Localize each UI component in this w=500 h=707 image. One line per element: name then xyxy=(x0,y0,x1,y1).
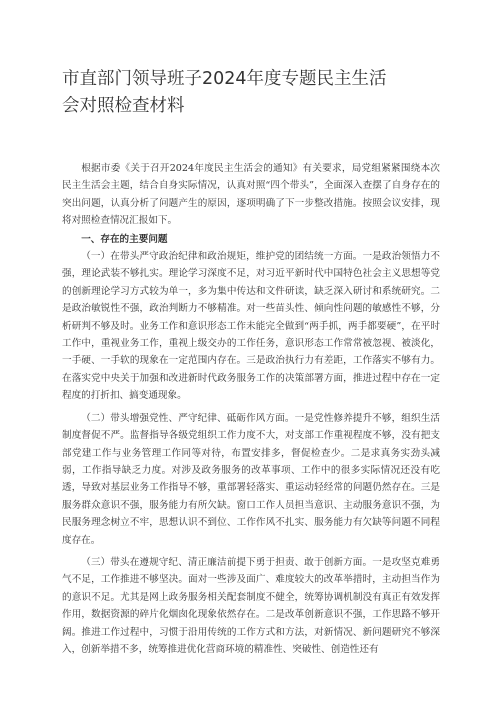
document-title: 市直部门领导班子2024年度专题民主生活会对照检查材料 xyxy=(62,69,387,116)
section-heading: 一、存在的主要问题 xyxy=(81,233,168,245)
intro-paragraph: 根据市委《关于召开2024年度民主生活会的通知》有关要求，局党组紧紧围绕本次民主生活会主题，结合自身实际情况，认真对照“四个带头”，全面深入查摆了自身存在的突出问题，认真分析了问题产生的原因，逐项明确了下一步整改措施。按照会议安排，现将对照检查情况汇报如下。 xyxy=(62,163,440,227)
section-paragraph-1: （一）在带头严守政治纪律和政治规矩，维护党的团结统一方面。一是政治领悟力不强，理论武装不够扎实。理论学习深度不足，对习近平新时代中国特色社会主义思想等党的创新理论学习方式较为单一，多为集中传达和文件研读，缺乏深入研讨和系统研究。二是政治敏锐性不强，政治判断力不够精准。对一些苗头性、倾向性问题的敏感性不够，分析研判不够及时。业务工作和意识形态工作未能完全做到“两手抓，两手都要硬”，在平时工作中，重视业务工作，重视上级交办的工作任务，意识形态工作常常被忽视、被淡化，一手硬、一手软的现象在一定范围内存在。三是政治执行力有差距，工作落实不够有力。在落实党中央关于加强和改进新时代政务服务工作的决策部署方面，推进过程中存在一定程度的打折扣、搞变通现象。 xyxy=(62,251,440,402)
document-body xyxy=(62,160,440,658)
section-paragraph-2: （二）带头增强党性、严守纪律、砥砺作风方面。一是党性修养提升不够，组织生活制度督促不严。监督指导各级党组织工作力度不大，对支部工作重视程度不够，没有把支部党建工作与业务管理工作同等对待，布置安排多，督促检查少。二是求真务实劲头减弱，工作指导缺乏力度。对涉及政务服务的改革事项、工作中的很多实际情况还没有吃透，导致对基层业务工作指导不够，重部署轻落实、重运动轻经常的问题仍然存在。三是服务群众意识不强，服务能力有所欠缺。窗口工作人员担当意识、主动服务意识不强，为民服务理念树立不牢，思想认识不到位、工作作风不扎实、服务能力有欠缺等问题不同程度存在。 xyxy=(62,412,440,546)
section-paragraph-3: （三）带头在遵规守纪、清正廉洁前提下勇于担责、敢于创新方面。一是攻坚克难勇气不足，工作推进不够坚决。面对一些涉及面广、难度较大的改革举措时，主动担当作为的意识不足。尤其是网上政务服务相关配套制度不健全，统筹协调机制没有真正有效发挥作用，数据资源的碎片化烟囱化现象依然存在。二是改革创新意识不强，工作思路不够开阔。推进工作过程中，习惯于沿用传统的工作方式和方法，对新情况、新问题研究不够深入，创新举措不多，统筹推进优化营商环境的精准性、突破性、创造性还有 xyxy=(62,556,440,655)
